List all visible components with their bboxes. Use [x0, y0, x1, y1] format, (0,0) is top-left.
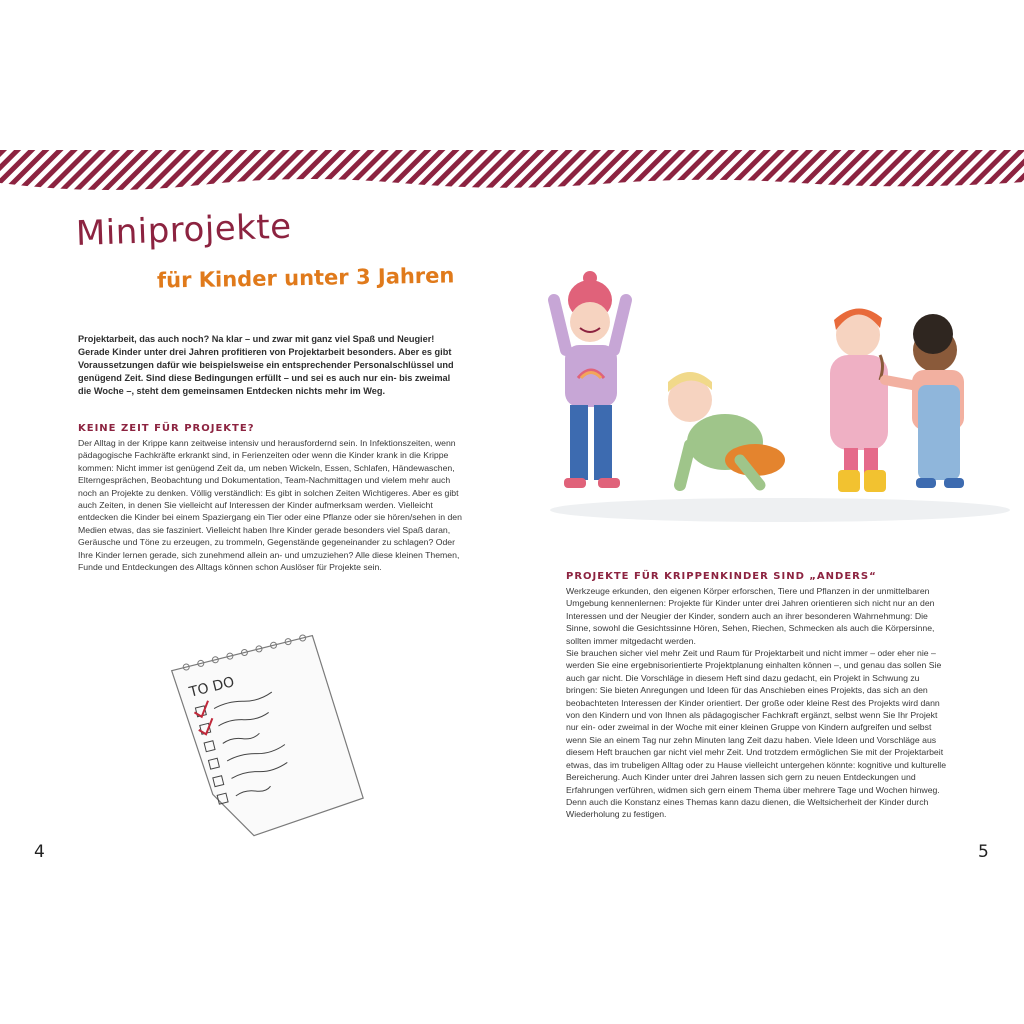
page-number-right: 5 — [978, 842, 989, 862]
section-paragraph: Sie brauchen sicher viel mehr Zeit und Raum für Projektarbeit und nicht immer – oder eher nie – werden Sie eine ergebnisorientierte Projektplanung einhalten können –, und genau das sollen Sie auch gar nicht. Die Vorschläge in diesem Heft sind dazu gedacht, ein Projekt in Schwung zu bringen: Sie bieten Anregungen und Ideen für das Anschieben eines Projekts, das sich an den beobachteten Interessen der Kinder orientiert. Der große oder kleine Rest des Projekts wird dann von den Kindern und von Ihnen als pädagogischer Fachkraft ergänzt, selbst wenn Sie Ihr Projekt nur ein- oder zweimal in der Woche mit einer kleinen Gruppe von Kindern aufgreifen und selbst wenn Sie an einem Tag nur zehn Minuten lang Zeit dazu haben. Viele Ideen und Vorschläge aus diesem Heft brauchen gar nicht viel mehr Zeit. Und trotzdem ermöglichen Sie mit der Projektarbeit etwas, das im trubeligen Alltag oder zu Hause vielleicht untergehen könnte: kognitive und kulturelle Bereicherung. Auch Kinder unter drei Jahren lassen sich gern zu neuen Entdeckungen und Erfahrungen verführen, widmen sich gern einem Thema über mehrere Tage und Wochen hinweg. Denn auch die Konstanz eines Themas kann dazu dienen, die Weltsicherheit der Kinder durch Wiederholung zu festigen. — [566, 648, 947, 820]
todo-note-illustration — [160, 630, 370, 840]
section-heading-no-time: KEINE ZEIT FÜR PROJEKTE? — [78, 423, 255, 434]
section-body-no-time: Der Alltag in der Krippe kann zeitweise intensiv und herausfordernd sein. In Infektionszeiten, wenn pädagogische Fachkräfte erkrankt sind, in Ferienzeiten oder wenn die Kinder krank in die Krippe kommen: Nicht immer ist genügend Zeit da, um neben Wickeln, Essen, Schlafen, Händewaschen, Elterngesprächen, Beobachtung und Dokumentation, Team-Nachmittagen und vielem mehr auch noch an Projekte zu denken. Völlig verständlich: Es gibt in solchen Zeiten Wichtigeres. Aber es gibt auch Zeiten, in denen Sie vielleicht auf Interessen der Kinder aufmerksam werden. Vielleicht entdecken die Kinder bei einem Spaziergang ein Tier oder eine Pflanze oder sie hören/sehen in den Medien etwas, das sie fasziniert. Vielleicht haben Ihre Kinder gerade besonders viel Spaß daran, Geräusche und Töne zu erzeugen, zu trommeln, Gegenstände gegeneinander zu schlagen? Oder Ihre Kinder lernen gerade, sich zunehmend allein an- und umzuziehen? Alle diese kleinen Themen, Funde und Entdeckungen des Alltags können schon Auslöser für Projekte sein. — [78, 438, 462, 573]
intro-paragraph: Projektarbeit, das auch noch? Na klar – und zwar mit ganz viel Spaß und Neugier! Gerade Kinder unter drei Jahren profitieren von Projektarbeit besonders. Aber es gibt Voraussetzungen dafür wie beispielsweise ein entsprechender Personalschlüssel und genügend Zeit. Sind diese Bedingungen erfüllt – und sei es auch nur ein- bis zweimal die Woche –, steht dem gemeinsamen Entdecken nichts mehr im Weg. — [78, 334, 454, 396]
page-subtitle: für Kinder unter 3 Jahren — [156, 263, 455, 293]
section-body-different — [566, 585, 951, 821]
child-pink-coat — [830, 308, 888, 492]
section-paragraph: Werkzeuge erkunden, den eigenen Körper erforschen, Tiere und Pflanzen in der unmittelbaren Umgebung kennenlernen: Projekte für Kinder unter drei Jahren orientieren sich nicht nur an den Interessen und der Neugier der Kinder, sondern auch an ihrer besonderen Wahrnehmung: Die Sinne, sowohl die Gesichtssinne Hören, Sehen, Riechen, Schmecken als auch die Körpersinne, sollten immer mitgedacht werden. — [566, 586, 935, 646]
child-blue-overalls — [885, 314, 964, 488]
page-title: Miniprojekte — [75, 206, 293, 254]
page-number-left: 4 — [34, 842, 45, 862]
section-heading-different: PROJEKTE FÜR KRIPPENKINDER SIND „ANDERS“ — [566, 571, 877, 582]
toddlers-illustration — [540, 270, 1010, 530]
decorative-stripe-band — [0, 150, 1024, 194]
todo-title: TO DO — [187, 674, 237, 701]
child-crawling — [668, 372, 785, 485]
child-pink-hat — [554, 271, 626, 488]
